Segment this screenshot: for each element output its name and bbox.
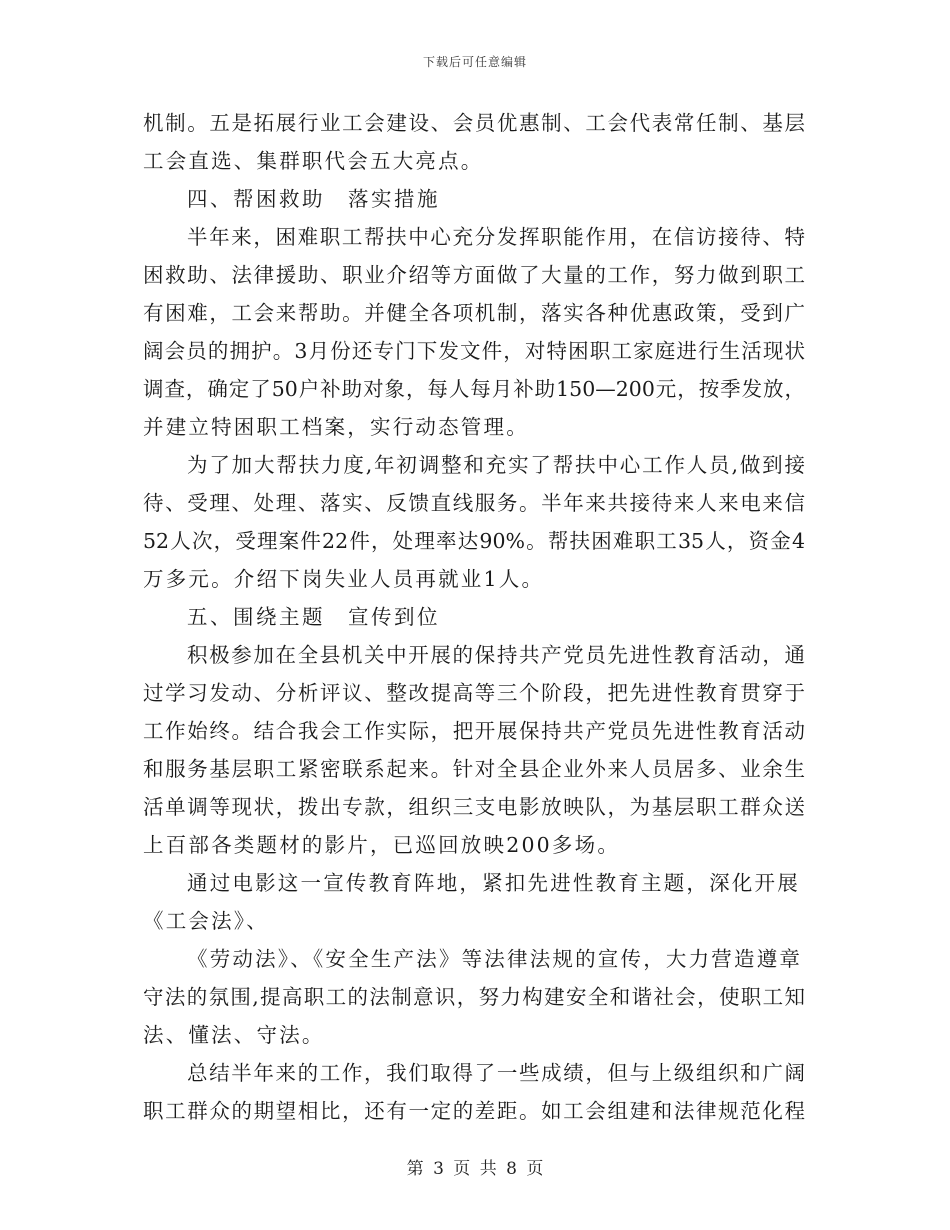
body-line: 工会直选、集群职代会五大亮点。	[143, 149, 484, 173]
body-line: 工作始终。结合我会工作实际，把开展保持共产党员先进性教育活动	[143, 719, 805, 743]
body-line: 《工会法》、	[143, 909, 269, 933]
body-line: 万多元。介绍下岗失业人员再就业1人。	[143, 567, 545, 591]
body-line: 法、懂法、守法。	[143, 1023, 325, 1047]
body-line: 调查，确定了50户补助对象，每人每月补助150—200元，按季发放，	[143, 377, 805, 401]
body-line: 职工群众的期望相比，还有一定的差距。如工会组建和法律规范化程	[143, 1099, 805, 1123]
body-line: 活单调等现状，拨出专款，组织三支电影放映队，为基层职工群众送	[143, 795, 805, 819]
body-line: 半年来，困难职工帮扶中心充分发挥职能作用，在信访接待、特	[187, 225, 805, 249]
body-line: 阔会员的拥护。3月份还专门下发文件，对特困职工家庭进行生活现状	[143, 339, 805, 363]
section-heading: 四、帮困救助 落实措施	[187, 187, 440, 211]
body-line: 52人次，受理案件22件，处理率达90%。帮扶困难职工35人，资金4	[143, 529, 805, 553]
body-line: 通过电影这一宣传教育阵地，紧扣先进性教育主题，深化开展	[187, 871, 800, 895]
body-line: 和服务基层职工紧密联系起来。针对全县企业外来人员居多、业余生	[143, 757, 805, 781]
body-line: 待、受理、处理、落实、反馈直线服务。半年来共接待来人来电来信	[143, 491, 805, 515]
body-line: 积极参加在全县机关中开展的保持共产党员先进性教育活动，通	[187, 643, 805, 667]
body-line: 总结半年来的工作，我们取得了一些成绩，但与上级组织和广阔	[187, 1061, 805, 1085]
body-line: 上百部各类题材的影片，已巡回放映200多场。	[143, 833, 621, 857]
header-note: 下载后可任意编辑	[422, 55, 527, 69]
body-line: 并建立特困职工档案，实行动态管理。	[143, 415, 529, 439]
body-line: 为了加大帮扶力度,年初调整和充实了帮扶中心工作人员,做到接	[187, 453, 805, 477]
section-heading: 五、围绕主题 宣传到位	[187, 605, 440, 629]
body-line: 机制。五是拓展行业工会建设、会员优惠制、工会代表常任制、基层	[143, 111, 805, 135]
body-line: 有困难，工会来帮助。并健全各项机制，落实各种优惠政策，受到广	[143, 301, 805, 325]
body-line: 守法的氛围,提高职工的法制意识，努力构建安全和谐社会，使职工知	[143, 985, 805, 1009]
page-number: 第 3 页 共 8 页	[406, 1159, 544, 1179]
body-line: 《劳动法》、《安全生产法》等法律法规的宣传，大力营造遵章	[187, 947, 803, 971]
body-line: 过学习发动、分析评议、整改提高等三个阶段，把先进性教育贯穿于	[143, 681, 805, 705]
body-line: 困救助、法律援助、职业介绍等方面做了大量的工作，努力做到职工	[143, 263, 805, 287]
document-body	[143, 104, 805, 1130]
